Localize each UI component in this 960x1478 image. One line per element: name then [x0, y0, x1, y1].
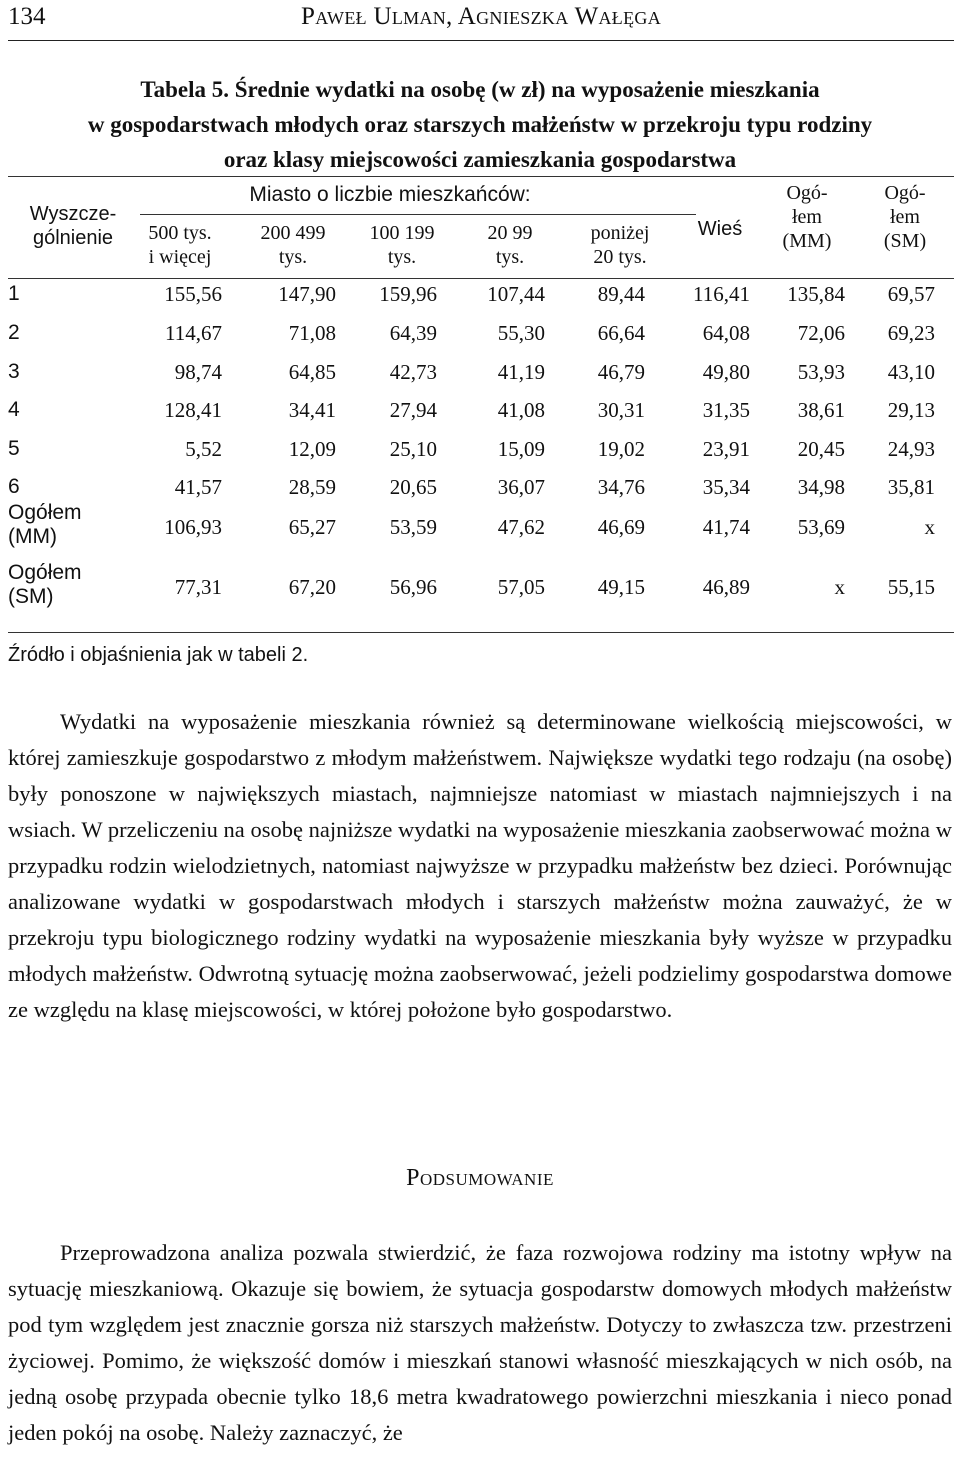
table-cell: 64,08 — [702, 321, 750, 345]
table-cell: 69,57 — [887, 282, 935, 306]
column-header-line: 500 tys. — [148, 222, 212, 244]
table-cell: 30,31 — [597, 398, 645, 422]
table-cell: 27,94 — [389, 398, 437, 422]
column-header-line: Ogó- — [884, 182, 926, 204]
column-header-line: tys. — [387, 246, 417, 268]
table-cell: 43,10 — [887, 360, 935, 384]
table-cell: 46,89 — [702, 575, 750, 599]
table-cell: 23,91 — [702, 437, 750, 461]
table-top-rule — [8, 176, 954, 177]
row-label — [8, 561, 82, 609]
table-cell: 56,96 — [389, 575, 437, 599]
table-cell: 20,65 — [389, 475, 437, 499]
column-header-500 — [130, 221, 230, 269]
table-cell: 29,13 — [887, 398, 935, 422]
column-header-line: łem — [890, 206, 920, 228]
row-label-line: (MM) — [8, 525, 57, 548]
table-cell: 55,15 — [887, 575, 935, 599]
header-rule — [8, 40, 954, 41]
column-header-line: 200 499 — [260, 222, 326, 244]
table-cell: 15,09 — [497, 437, 545, 461]
table-cell: 41,08 — [497, 398, 545, 422]
table-cell: 114,67 — [165, 321, 222, 345]
table-cell: 147,90 — [278, 282, 336, 306]
table-caption — [20, 72, 940, 177]
page-number: 134 — [8, 3, 46, 30]
section-title: Podsumowanie — [406, 1165, 554, 1191]
stub-header — [8, 202, 138, 250]
row-label: 6 — [8, 475, 20, 498]
running-title: Paweł Ulman, Agnieszka Wałęga — [301, 3, 661, 30]
table-cell: 57,05 — [497, 575, 545, 599]
table-cell: 67,20 — [288, 575, 336, 599]
table-cell: 128,41 — [164, 398, 222, 422]
column-header-line: 20 99 — [487, 222, 533, 244]
running-head — [8, 2, 954, 34]
table-cell: 89,44 — [597, 282, 645, 306]
column-header-line: 100 199 — [369, 222, 435, 244]
table-cell: 53,93 — [797, 360, 845, 384]
table-cell: 47,62 — [497, 515, 545, 539]
table-cell: 107,44 — [487, 282, 545, 306]
row-label-line: Ogółem — [8, 561, 82, 584]
table-cell: 35,34 — [702, 475, 750, 499]
body-paragraph: Wydatki na wyposażenie mieszkania również są determinowane wielkością miejscowości, w której zamieszkuje gospodarstwo z młodym małżeństwem. Największe wydatki tego rodzaju (na osobę) były ponoszone w największych miastach, najmniejsze natomiast w miastach najmniejszych i na wsiach. W przeliczeniu na osobę najniższe wydatki na wyposażenie mieszkania zaobserwować można w przypadku rodzin wielodzietnych, natomiast najwyższe w przypadku małżeństw bez dzieci. Porównując analizowane wydatki w gospodarstwach młodych i starszych małżeństw można zauważyć, że w przekroju typu biologicznego rodziny wydatki na wyposażenie mieszkania były wyższe w przypadku młodych małżeństw. Odwrotną sytuację można zaobserwować, jeżeli podzielimy gospodarstwa domowe ze względu na klasę miejscowości, w której położone było gospodarstwo. — [8, 709, 952, 1022]
table-cell: 98,74 — [174, 360, 222, 384]
table-cell: 42,73 — [389, 360, 437, 384]
caption-line: w gospodarstwach młodych oraz starszych małżeństw w przekroju typu rodziny — [87, 112, 873, 137]
stub-header-line: gólnienie — [32, 227, 114, 249]
column-header-line: poniżej — [590, 222, 650, 244]
table-cell: 64,85 — [288, 360, 336, 384]
table-cell: 41,19 — [497, 360, 545, 384]
column-header-line: (SM) — [883, 230, 927, 252]
caption-line: Tabela 5. Średnie wydatki na osobę (w zł) na wyposażenie mieszkania — [140, 77, 820, 102]
table-cell: 46,79 — [597, 360, 645, 384]
table-cell: 77,31 — [174, 575, 222, 599]
table-cell: 34,41 — [288, 398, 336, 422]
column-header-line: (MM) — [782, 230, 832, 252]
column-header-total-mm — [757, 181, 857, 253]
table-cell: 46,69 — [597, 515, 645, 539]
row-label: 4 — [8, 398, 20, 421]
column-header-20-99 — [460, 221, 560, 269]
column-header-line: Ogó- — [786, 182, 828, 204]
table-cell: 66,64 — [597, 321, 645, 345]
column-header-total-sm — [855, 181, 955, 253]
table-cell: 116,41 — [693, 282, 750, 306]
column-header-line: tys. — [495, 246, 525, 268]
table-cell: 53,59 — [389, 515, 437, 539]
row-label-line: Ogółem — [8, 501, 82, 524]
group-header: Miasto o liczbie mieszkańców: — [249, 183, 531, 206]
table-source-note: Źródło i objaśnienia jak w tabeli 2. — [8, 644, 309, 666]
column-header-line: 20 tys. — [593, 246, 647, 268]
column-header-line: łem — [792, 206, 822, 228]
table-cell: 36,07 — [497, 475, 545, 499]
table-cell: 49,80 — [702, 360, 750, 384]
group-header-rule — [140, 214, 696, 215]
table-cell: 53,69 — [797, 515, 845, 539]
table-cell: 38,61 — [797, 398, 845, 422]
table-cell: 69,23 — [887, 321, 935, 345]
table-cell: 65,27 — [288, 515, 336, 539]
stub-header-line: Wyszcze- — [29, 203, 117, 225]
table-cell: 49,15 — [597, 575, 645, 599]
row-label: 3 — [8, 360, 20, 383]
column-header-wies — [670, 217, 770, 241]
table-cell: 25,10 — [389, 437, 437, 461]
column-header-line: i więcej — [148, 246, 212, 268]
table-cell: 12,09 — [288, 437, 336, 461]
table-cell: 41,57 — [174, 475, 222, 499]
table-cell: 135,84 — [787, 282, 845, 306]
table-cell: 19,02 — [597, 437, 645, 461]
column-header-line: tys. — [278, 246, 308, 268]
table-cell: 34,76 — [597, 475, 645, 499]
table-cell: 55,30 — [497, 321, 545, 345]
table-cell: 41,74 — [702, 515, 750, 539]
row-label: 5 — [8, 437, 20, 460]
caption-line: oraz klasy miejscowości zamieszkania gospodarstwa — [223, 147, 737, 172]
row-label: 2 — [8, 321, 20, 344]
body-paragraph: Przeprowadzona analiza pozwala stwierdzić, że faza rozwojowa rodziny ma istotny wpływ na sytuację mieszkaniową. Okazuje się bowiem, że sytuacja gospodarstw domowych młodych małżeństw pod tym względem jest znacznie gorsza niż starszych małżeństw. Dotyczy to zwłaszcza tzw. przestrzeni życiowej. Pomimo, że większość domów i mieszkań stanowi własność mieszkających w nich osób, na jedną osobę przypada obecnie tylko 18,6 metra kwadratowego powierzchni mieszkania i nieco ponad jeden pokój na osobę. Należy zaznaczyć, że — [8, 1240, 952, 1445]
table-cell: 159,96 — [379, 282, 437, 306]
row-label — [8, 501, 82, 549]
table-cell: x — [924, 515, 935, 539]
column-header-line: Wieś — [697, 218, 743, 240]
table-cell: 155,56 — [164, 282, 222, 306]
table-cell: 64,39 — [389, 321, 437, 345]
table-cell: 72,06 — [797, 321, 845, 345]
table-cell: 31,35 — [702, 398, 750, 422]
table-bottom-rule — [8, 632, 954, 633]
table-cell: 34,98 — [797, 475, 845, 499]
table-cell: x — [834, 575, 845, 599]
table-cell: 28,59 — [288, 475, 336, 499]
row-label-line: (SM) — [8, 585, 54, 608]
column-header-200-499 — [243, 221, 343, 269]
table-cell: 35,81 — [887, 475, 935, 499]
table-cell: 106,93 — [164, 515, 222, 539]
table-cell: 20,45 — [797, 437, 845, 461]
column-header-100-199 — [352, 221, 452, 269]
row-label: 1 — [8, 282, 20, 305]
table-header-rule — [8, 278, 954, 279]
table-cell: 5,52 — [185, 437, 222, 461]
table-cell: 24,93 — [887, 437, 935, 461]
table-cell: 71,08 — [288, 321, 336, 345]
column-header-below-20 — [570, 221, 670, 269]
